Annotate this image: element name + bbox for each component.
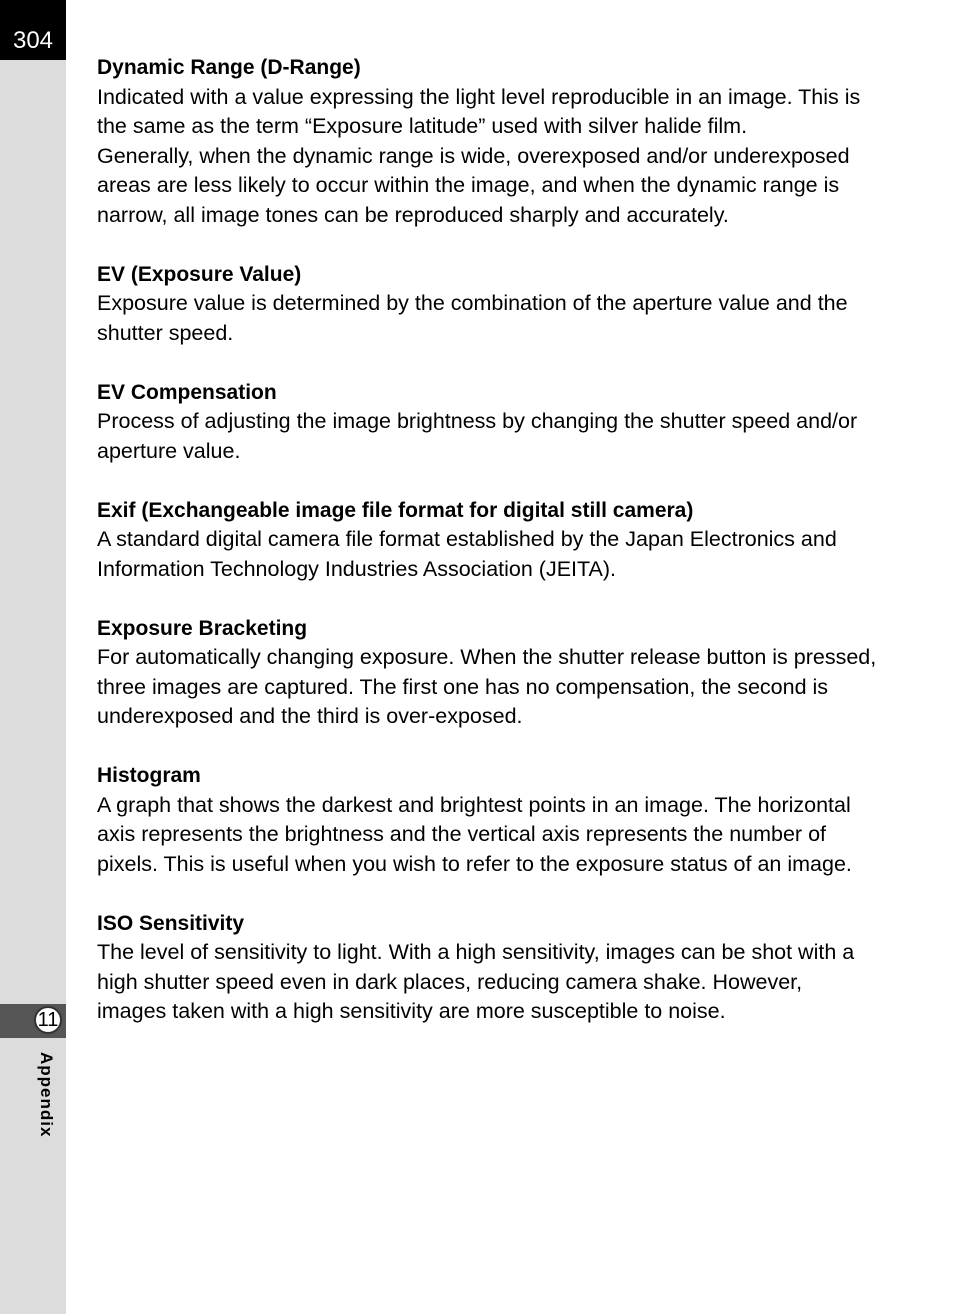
glossary-term: Histogram xyxy=(97,764,201,787)
glossary-definition: Process of adjusting the image brightness by changing the shutter speed and/or aperture value. xyxy=(97,409,858,463)
page-number: 304 xyxy=(12,27,54,54)
glossary-entry-exif xyxy=(97,496,877,585)
glossary-entry-dynamic-range xyxy=(97,53,877,230)
glossary-entry-iso-sensitivity xyxy=(97,909,877,1027)
glossary-definition: A standard digital camera file format established by the Japan Electronics and Information Technology Industries Association (JEITA). xyxy=(97,527,837,581)
glossary-definition: A graph that shows the darkest and brightest points in an image. The horizontal axis represents the brightness and the vertical axis represents the number of pixels. This is useful when you wish to refer to the exposure status of an image. xyxy=(97,792,852,876)
glossary-entry-ev xyxy=(97,260,877,349)
glossary-term: EV Compensation xyxy=(97,380,277,404)
side-margin-strip xyxy=(0,0,66,1314)
chapter-label: Appendix xyxy=(37,1052,56,1138)
glossary-definition: The level of sensitivity to light. With a high sensitivity, images can be shot with a high shutter speed even in dark places, reducing camera shake. However, images taken with a high sensitivity are more susceptible to noise. xyxy=(97,940,855,1023)
glossary-term: Exif (Exchangeable image file format for digital still camera) xyxy=(97,498,694,522)
glossary-term: EV (Exposure Value) xyxy=(97,262,302,286)
chapter-number: 11 xyxy=(37,1009,59,1031)
glossary-term: Exposure Bracketing xyxy=(97,616,308,640)
glossary-definition: Indicated with a value expressing the light level reproducible in an image. This is the same as the term “Exposure latitude” used with silver halide film. Generally, when the dynamic range is wide, overexposed and/or underexposed areas are less likely to occur within the image, and when the dynamic range is narrow, all image tones can be reproduced sharply and accurately. xyxy=(97,84,861,227)
glossary-term: ISO Sensitivity xyxy=(97,911,245,935)
glossary-definition: Exposure value is determined by the combination of the aperture value and the shutter speed. xyxy=(97,291,848,345)
glossary-definition: For automatically changing exposure. When the shutter release button is pressed, three images are captured. The first one has no compensation, the second is underexposed and the third is over-exposed. xyxy=(97,645,877,728)
glossary-content xyxy=(97,53,877,1056)
glossary-term: Dynamic Range (D-Range) xyxy=(97,56,361,79)
glossary-entry-histogram xyxy=(97,761,877,879)
glossary-entry-exposure-bracketing xyxy=(97,614,877,732)
glossary-entry-ev-compensation xyxy=(97,378,877,467)
